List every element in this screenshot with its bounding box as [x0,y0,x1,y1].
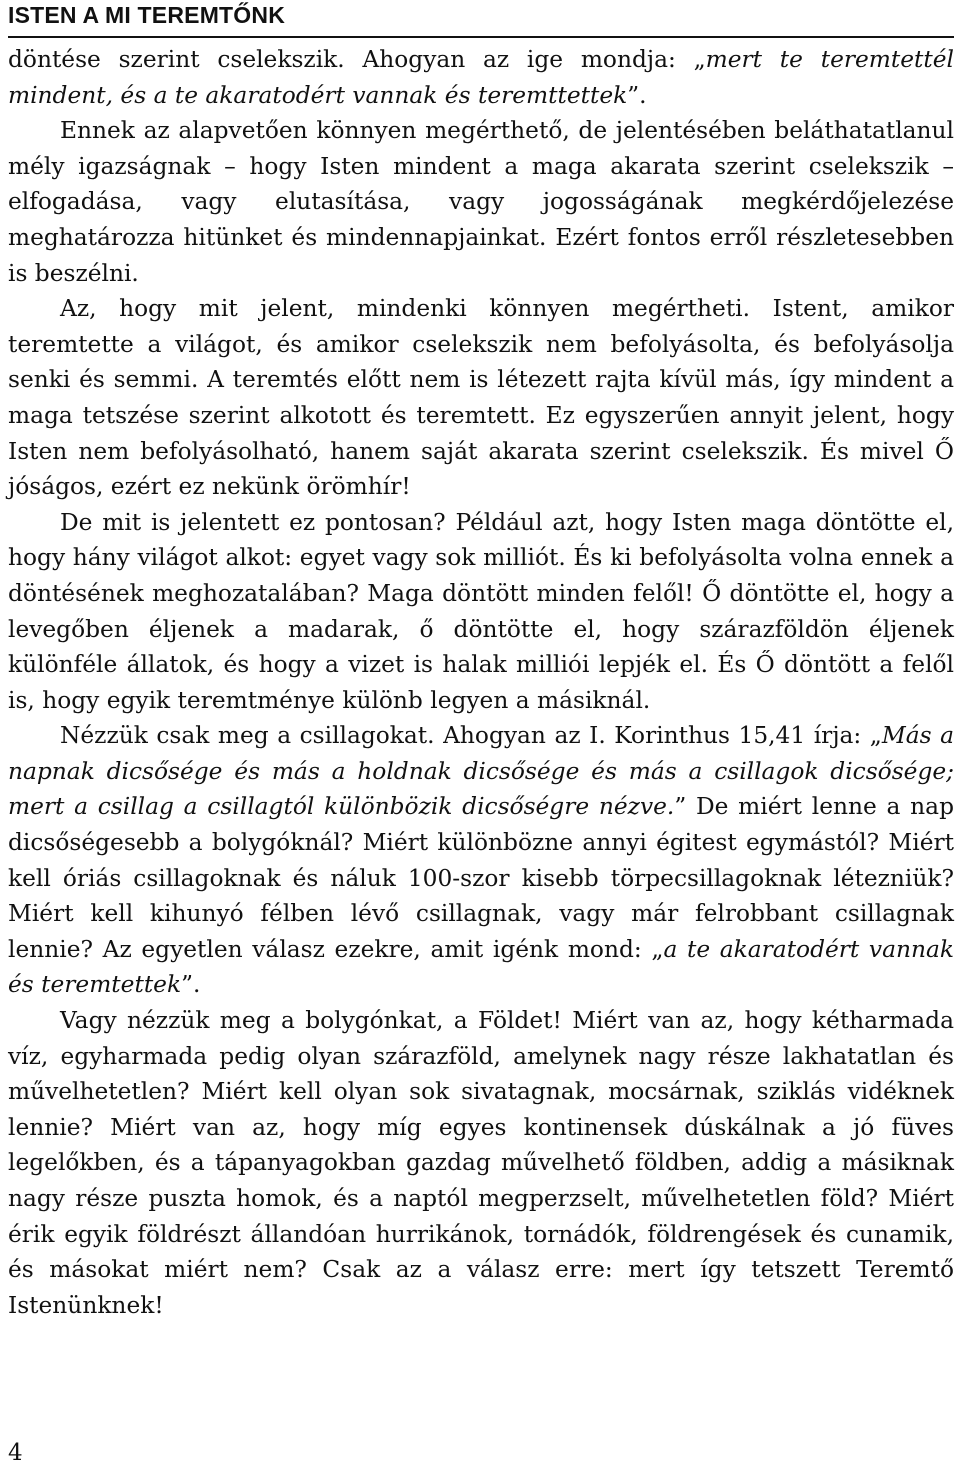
paragraph-3: Az, hogy mit jelent, mindenki könnyen megértheti. Istent, amikor teremtette a világot, és amikor cselekszik nem befolyásolta, és befolyásolja senki és semmi. A teremtés előtt nem is létezett rajta kívül más, így mindent a maga tetszése szerint alkotott és teremtett. Ez egyszerűen annyit jelent, hogy Isten nem befolyásolható, hanem saját akarata szerint cselekszik. És mivel Ő jóságos, ezért ez nekünk örömhír! [8,295,954,501]
paragraph-1-text: döntése szerint cselekszik. Ahogyan az ige mondja: „ [8,46,706,73]
paragraph-5-text: Nézzük csak meg a csillagokat. Ahogyan az I. Korinthus 15,41 írja: „ [60,722,882,750]
paragraph-2: Ennek az alapvetően könnyen megérthető, de jelentésében beláthatatlanul mély igazságnak – hogy Isten mindent a maga akarata szerint cselekszik – elfogadása, vagy elutasítása, vagy jogosságának megkérdőjelezése meghatározza hitünket és mindennapjainkat. Ezért fontos erről részletesebben is beszélni. [8,117,954,287]
paragraph-1 [8,42,954,113]
scripture-quote-2: Más a napnak dicsősége és más a holdnak dicsősége és más a csillagok dicsősége; mert a csillag a csillagtól különbözik dicsőségre nézve. [8,722,954,821]
scripture-quote-1: mert te teremtettél mindent, és a te akaratodért vannak és teremttettek [8,46,954,109]
page-number: 4 [8,1440,23,1466]
paragraph-6: Vagy nézzük meg a bolygónkat, a Földet! Miért van az, hogy kétharmada víz, egyharmada pedig olyan szárazföld, amelynek nagy része lakhatatlan és művelhetetlen? Miért kell olyan sok sivatagnak, mocsárnak, sziklás vidéknek lennie? Miért van az, hogy míg egyes kontinensek dúskálnak a jó füves legelőkben, és a tápanyagokban gazdag művelhető földben, addig a másiknak nagy része puszta homok, és a naptól megperzselt, művelhetetlen föld? Miért érik egyik földrészt állandóan hurrikánok, tornádók, földrengések és cunamik, és másokat miért nem? Csak az a válasz erre: mert így tetszett Teremtő Istenünknek! [8,1007,954,1319]
running-header: ISTEN A MI TEREMTŐNK [8,2,286,28]
body-text [8,42,954,1323]
scripture-quote-3: a te akaratodért vannak és teremtettek [8,935,954,999]
paragraph-4: De mit is jelentett ez pontosan? Például azt, hogy Isten maga döntötte el, hogy hány világot alkot: egyet vagy sok milliót. És ki befolyásolta volna ennek a döntésének meghozatalában? Maga döntött minden felől! Ő döntötte el, hogy a levegőben éljenek a madarak, ő döntötte el, hogy szárazföldön éljenek különféle állatok, és hogy a vizet is halak milliói lepjék el. És Ő döntött a felől is, hogy egyik teremtménye különb legyen a másiknál. [8,508,954,714]
paragraph-5-end: ”. [181,971,201,999]
header-rule [8,36,954,38]
paragraph-5-middle: ” De miért lenne a nap dicsőségesebb a bolygóknál? Miért különbözne annyi égitest egymástól? Miért kell óriás csillagoknak és náluk 100-szor kisebb törpecsillagoknak létezniük? Miért kell kihunyó félben lévő csillagnak, vagy már felrobbant csillagnak lennie? Az egyetlen válasz ezekre, amit igénk mond: „ [8,793,954,963]
paragraph-5 [8,718,954,1003]
paragraph-1-end: ”. [627,81,647,109]
